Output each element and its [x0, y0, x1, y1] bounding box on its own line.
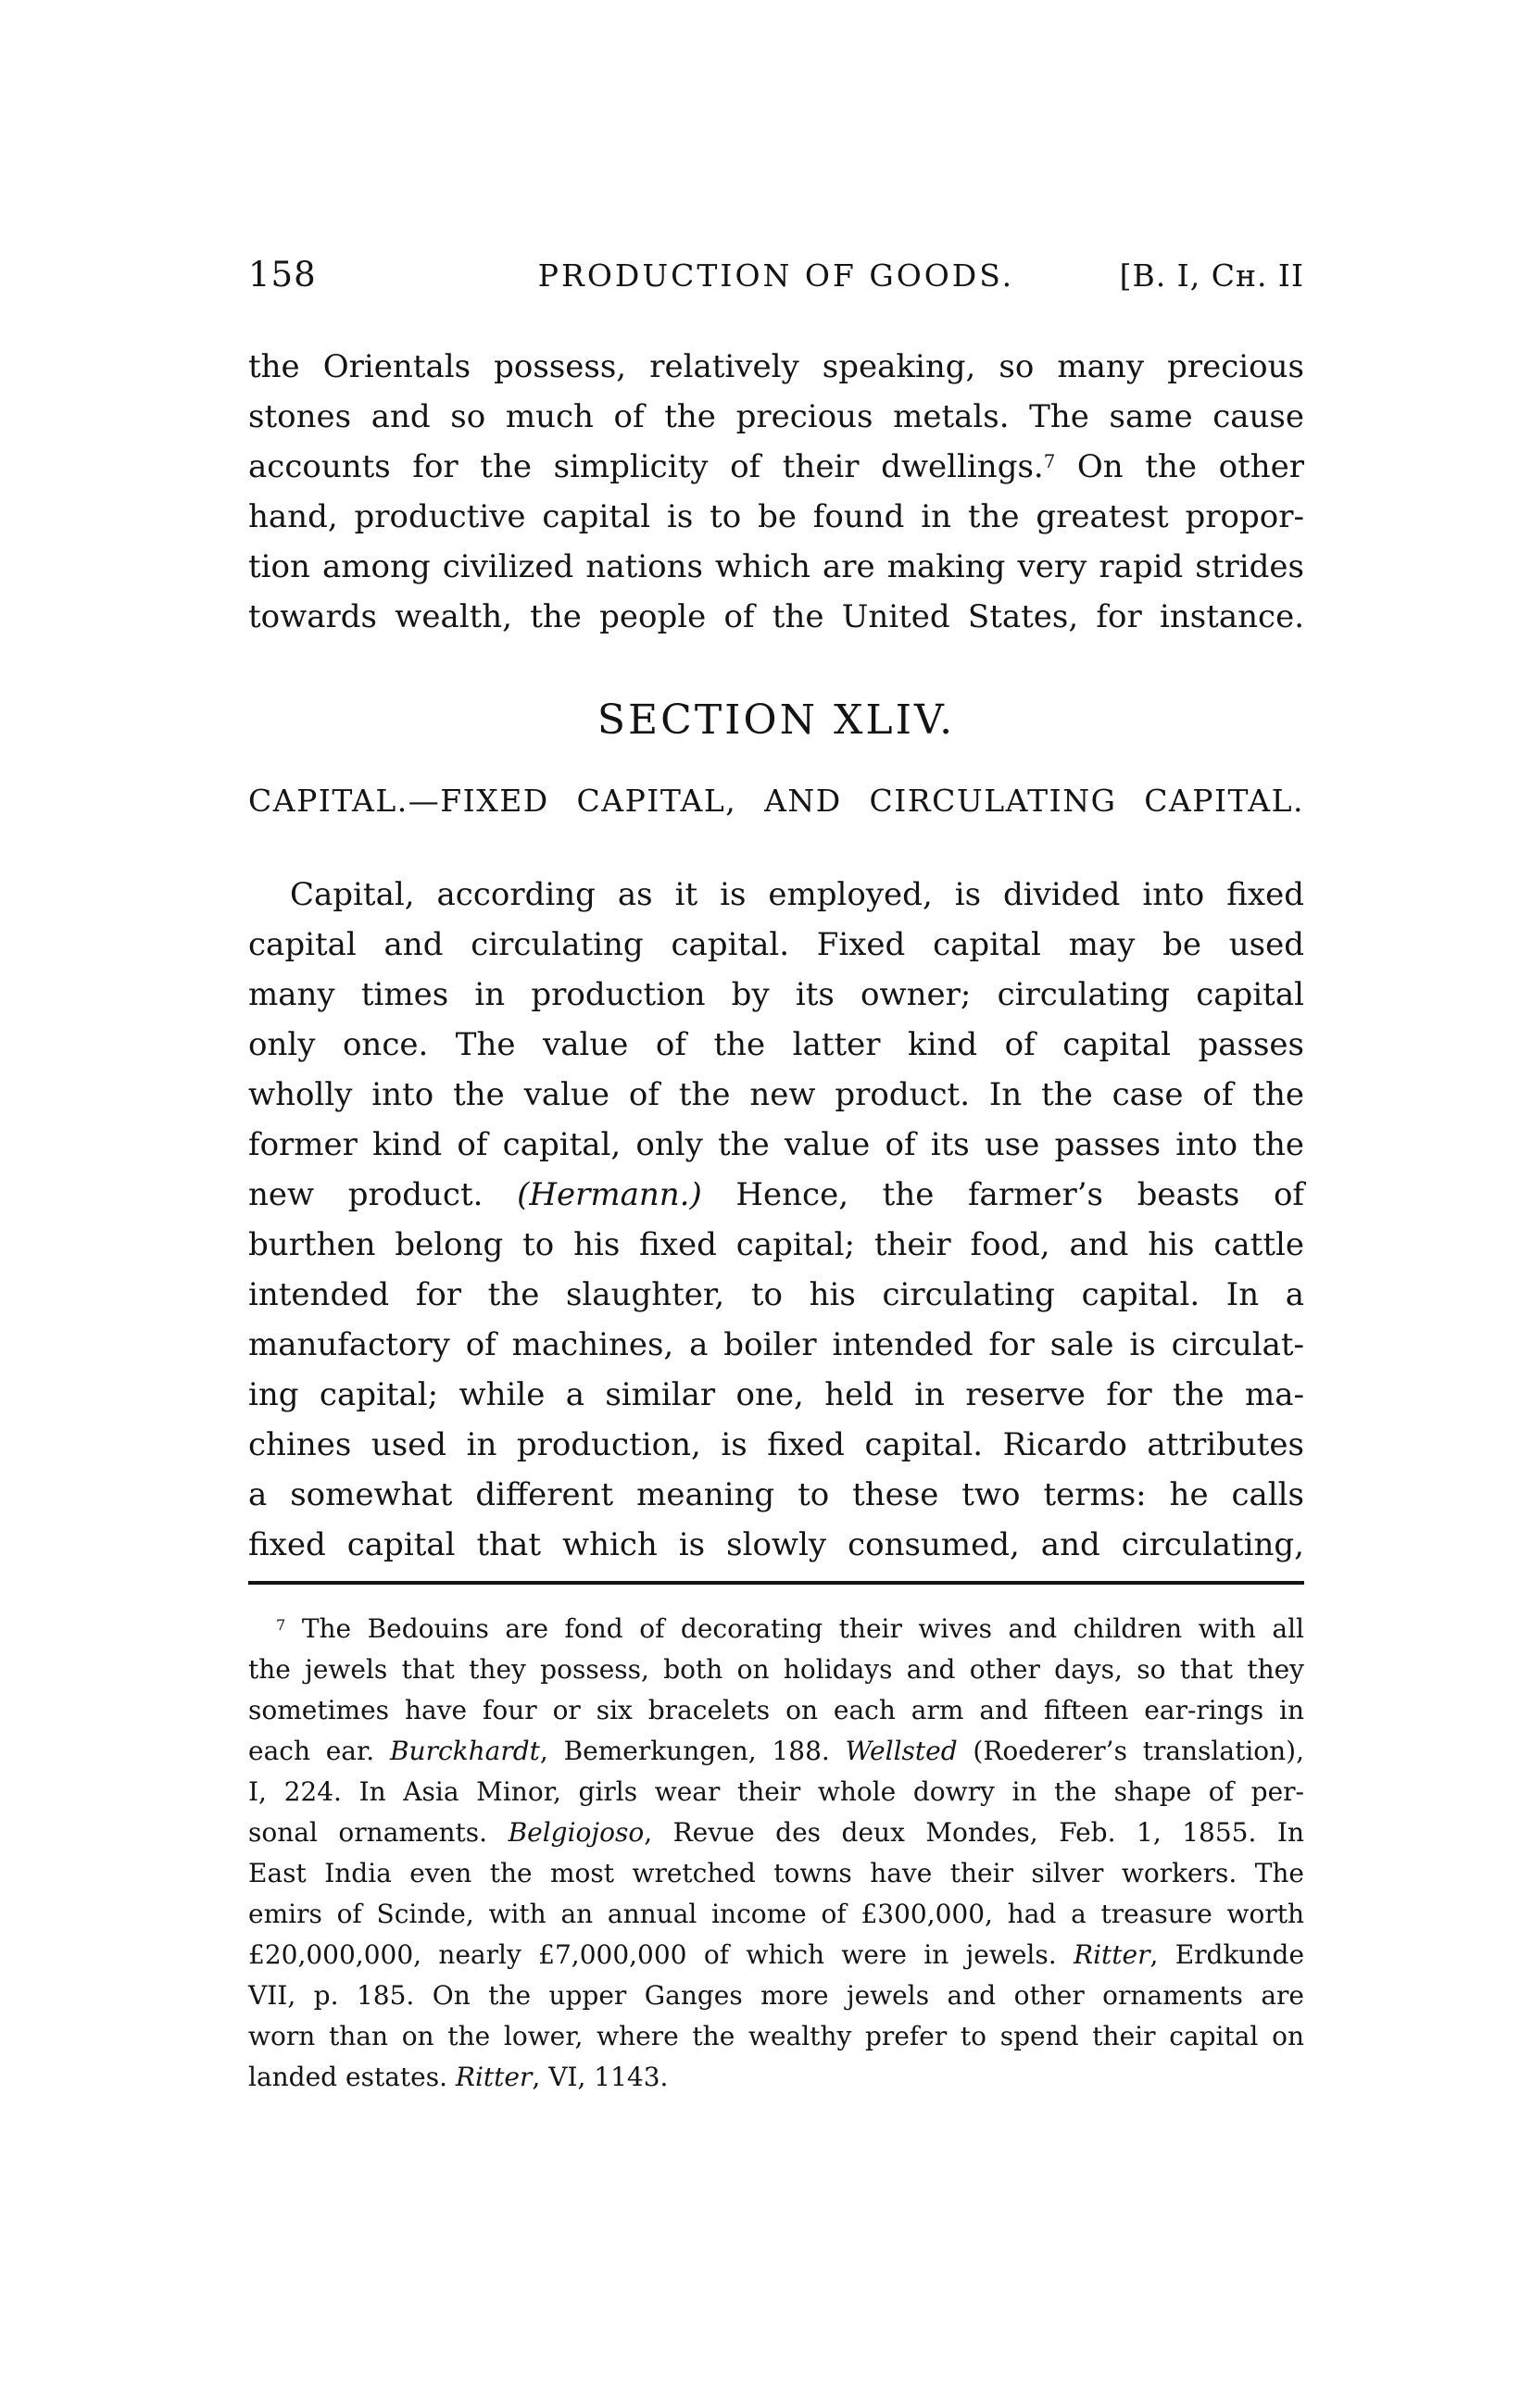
text-line: emirs of Scinde, with an annual income of £300,000, had a treasure worth — [248, 1899, 1304, 1929]
text-line: fixed capital that which is slowly consumed, and circulating, — [248, 1526, 1304, 1563]
text-line: the jewels that they possess, both on holidays and other days, so that they — [248, 1654, 1304, 1685]
text-line: intended for the slaughter, to his circulating capital. In a — [248, 1276, 1304, 1313]
text-line: capital and circulating capital. Fixed capital may be used — [248, 926, 1304, 963]
paragraph-capital — [248, 870, 1304, 1570]
paragraph-intro — [248, 342, 1304, 642]
text-line: manufactory of machines, a boiler intended for sale is circulat- — [248, 1326, 1304, 1363]
text-line: landed estates. Ritter, VI, 1143. — [248, 2062, 669, 2092]
text-line: the Orientals possess, relatively speaking, so many precious — [248, 348, 1304, 385]
page-number: 158 — [248, 255, 317, 295]
text-line: burthen belong to his fixed capital; their food, and his cattle — [248, 1226, 1304, 1263]
text-column — [248, 0, 1304, 2098]
text-line: sonal ornaments. Belgiojoso, Revue des deux Mondes, Feb. 1, 1855. In — [248, 1817, 1304, 1848]
text-line: hand, productive capital is to be found in the greatest propor- — [248, 498, 1304, 535]
text-line: wholly into the value of the new product. In the case of the — [248, 1076, 1304, 1113]
text-line: towards wealth, the people of the United States, for instance. — [248, 598, 1304, 635]
text-line: worn than on the lower, where the wealthy prefer to spend their capital on — [248, 2021, 1304, 2051]
running-header — [248, 256, 1304, 295]
text-line: each ear. Burckhardt, Bemerkungen, 188. Wellsted (Roederer’s translation), — [248, 1736, 1304, 1766]
text-line: tion among civilized nations which are making very rapid strides — [248, 548, 1304, 585]
text-line: £20,000,000, nearly £7,000,000 of which were in jewels. Ritter, Erdkunde — [248, 1939, 1305, 1970]
text-line: I, 224. In Asia Minor, girls wear their whole dowry in the shape of per- — [248, 1776, 1304, 1807]
text-line: many times in production by its owner; circulating capital — [248, 976, 1304, 1013]
text-line: a somewhat different meaning to these two terms: he calls — [248, 1476, 1304, 1513]
chapter-reference: [B. I, Cʜ. II — [1119, 257, 1304, 294]
text-line: East India even the most wretched towns have their silver workers. The — [248, 1858, 1304, 1888]
text-line: accounts for the simplicity of their dwellings.$^7$ On the other — [248, 448, 1304, 485]
text-line: chines used in production, is fixed capital. Ricardo attributes — [248, 1426, 1304, 1463]
text-line: only once. The value of the latter kind of capital passes — [248, 1026, 1304, 1063]
section-subheading: CAPITAL.—FIXED CAPITAL, AND CIRCULATING CAPITAL. — [248, 783, 1304, 819]
text-line: $^7$ The Bedouins are fond of decorating their wives and children with all — [276, 1613, 1304, 1644]
footnote-marker: 7 — [1043, 451, 1056, 473]
running-title: PRODUCTION OF GOODS. — [537, 257, 1015, 294]
text-line: new product. (Hermann.) Hence, the farmer’s beasts of — [248, 1176, 1304, 1213]
text-line: ing capital; while a similar one, held in reserve for the ma- — [248, 1376, 1304, 1413]
text-line: sometimes have four or six bracelets on each arm and fifteen ear-rings in — [248, 1695, 1304, 1725]
text-line: VII, p. 185. On the upper Ganges more jewels and other ornaments are — [248, 1980, 1304, 2011]
text-line: stones and so much of the precious metals. The same cause — [248, 398, 1304, 435]
footnote-marker: 7 — [276, 1615, 286, 1634]
footnote-block — [248, 1609, 1304, 2098]
text-line: former kind of capital, only the value of its use passes into the — [248, 1126, 1304, 1163]
footnote-rule — [248, 1581, 1304, 1585]
text-line: Capital, according as it is employed, is divided into fixed — [290, 876, 1304, 913]
section-heading: SECTION XLIV. — [597, 696, 956, 744]
